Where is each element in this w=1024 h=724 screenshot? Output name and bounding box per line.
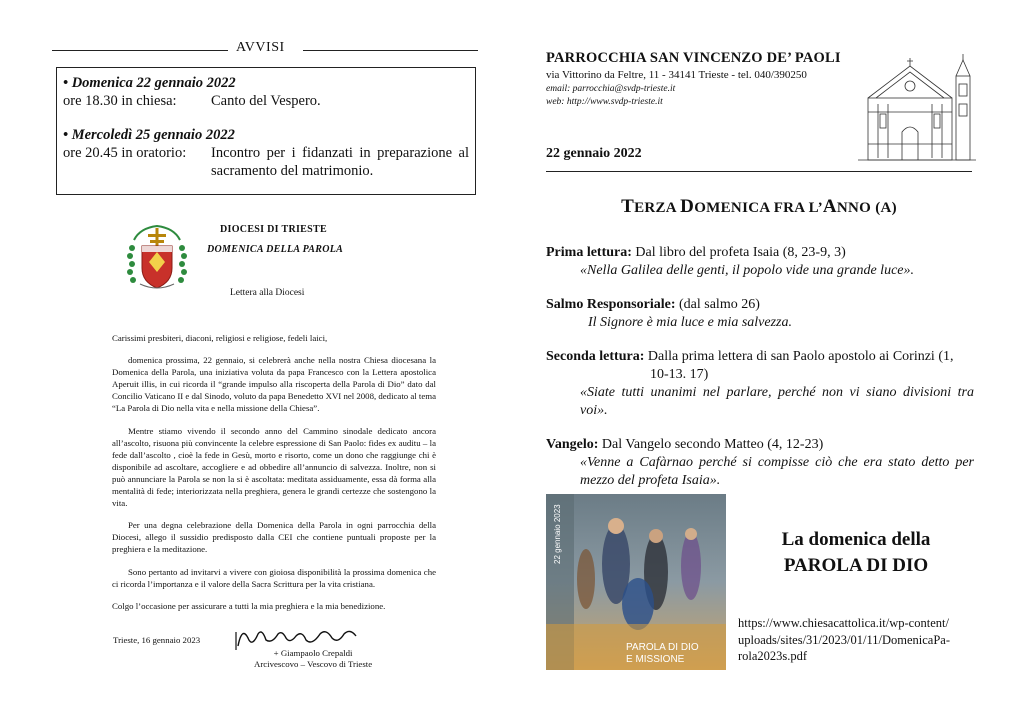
issue-date: 22 gennaio 2022: [546, 146, 642, 161]
promo-url-line: uploads/sites/31/2023/01/11/DomenicaPa-: [738, 632, 951, 647]
letter-paragraph: Mentre stiamo vivendo il secondo anno del Cammino sinodale dedicato ancora all’ascolto, risuona più convincente la celebre espressione di San Paolo: fides ex auditu – la fede dall’ascolto , cioè la fede in Gesù, morto e risorto, come un dono che raggiunge chi è disponibile ad ascoltare, accogliere e ad obbedire all’annuncio di salvezza. Inoltre, non si può annunciare la Parola se non la si è ascoltata: meditata assiduamente, essa dà forma alla mentalità di fede; interiorizzata nella preghiera, genera le grandi certezze che sostengono la vita.: [112, 425, 436, 509]
avvisi-rule-right: [303, 50, 478, 51]
reading-source: Dal libro del profeta Isaia (8, 23-9, 3): [631, 245, 846, 260]
letter-signer: + Giampaolo Crepaldi: [273, 648, 353, 658]
event-time: ore 18.30 in chiesa:: [63, 93, 177, 109]
letter-diocese: DIOCESI DI TRIESTE: [220, 224, 327, 235]
reading-label: Seconda lettura:: [546, 349, 645, 364]
reading-gospel: [546, 436, 974, 490]
reading-source: Dalla prima lettera di san Paolo apostolo ai Corinzi (1,: [644, 349, 954, 364]
reading-quote: Il Signore è mia luce e mia salvezza.: [588, 315, 792, 330]
cover-vertical-text: 22 gennaio 2023: [553, 504, 562, 564]
event-description: Canto del Vespero.: [211, 93, 321, 109]
promo-title-line1: La domenica della: [781, 529, 931, 550]
letter-paragraph: Colgo l’occasione per assicurare a tutti la mia preghiera e la mia benedizione.: [112, 600, 386, 611]
promo-title-line2: PAROLA DI DIO: [783, 555, 929, 576]
letter-signer-role: Arcivescovo – Vescovo di Trieste: [254, 659, 373, 669]
letter-paragraph: domenica prossima, 22 gennaio, si celebrerà anche nella nostra Chiesa diocesana la Domenica della Parola, una iniziativa voluta da papa Francesco con la Lettera apostolica Aperuit illis, in cui ricorda il “grande impulso alla riscoperta della Parola di Dio” dato dal Concilio Vaticano II e dal Sinodo, voluto da papa Benedetto XVI nel 2008, dedicato al tema “La Parola di Dio nella vita e nella missione della Chiesa”.: [112, 355, 437, 414]
reading-source: Dal Vangelo secondo Matteo (4, 12-23): [598, 437, 824, 452]
parish-email: email: parrocchia@svdp-trieste.it: [546, 84, 676, 94]
parish-name: PARROCCHIA SAN VINCENZO DE’ PAOLI: [546, 50, 841, 66]
reading-label: Vangelo:: [546, 437, 599, 452]
church-drawing-icon: [858, 54, 976, 164]
event-time: ore 20.45 in oratorio:: [63, 145, 187, 161]
reading-quote: «Siate tutti unanimi nel parlare, perché non vi siano divisioni tra voi».: [580, 385, 974, 418]
promo-url[interactable]: [738, 615, 970, 665]
event-row: [63, 92, 469, 110]
parish-address: via Vittorino da Feltre, 11 - 34141 Trieste - tel. 040/390250: [546, 69, 807, 81]
reading-label: Prima lettura:: [546, 245, 632, 260]
event-row: [63, 144, 469, 180]
avvisi-title: AVVISI: [236, 40, 285, 55]
letter-place-date: Trieste, 16 gennaio 2023: [113, 635, 201, 645]
letter-greeting: Carissimi presbiteri, diaconi, religiosi e religiose, fedeli laici,: [112, 333, 328, 343]
booklet-cover-image: [546, 494, 726, 670]
episcopal-crest-icon: [126, 222, 188, 294]
promo-url-line: https://www.chiesacattolica.it/wp-content/: [738, 616, 949, 630]
event-description: Incontro per i fidanzati in preparazione al sacramento del matrimonio.: [211, 145, 469, 179]
letter-body: [112, 332, 436, 622]
reading-quote: «Nella Galilea delle genti, il popolo vide una grande luce».: [580, 263, 914, 278]
avvisi-box: [56, 67, 476, 195]
event-heading: • Mercoledì 25 gennaio 2022: [63, 127, 235, 143]
letter-paragraph: Sono pertanto ad invitarvi a vivere con gioiosa disponibilità la prossima domenica che ci ricorda l’importanza e il valore della Sacra Scrittura per la vita cristiana.: [112, 566, 436, 589]
reading-source-cont: 10-13. 17): [650, 367, 709, 382]
letter-signature-block: [254, 648, 372, 670]
sunday-title: TERZA DOMENICA FRA L’ANNO (A): [621, 196, 897, 217]
reading-second: [546, 348, 974, 420]
cover-title-line2: E MISSIONE: [626, 654, 685, 665]
letter-paragraph: Per una degna celebrazione della Domenica della Parola in ogni parrocchia della Diocesi, allego il sussidio predisposto dalla CEI che contiene puntuali proposte per la preghiera e la meditazione.: [112, 520, 436, 555]
header-rule: [546, 171, 972, 172]
promo-url-line: rola2023s.pdf: [738, 649, 808, 663]
avvisi-rule-left: [52, 50, 228, 51]
event-heading: • Domenica 22 gennaio 2022: [63, 75, 236, 91]
promo-title: [740, 527, 972, 579]
letter-heading: Lettera alla Diocesi: [230, 288, 305, 298]
parish-web: web: http://www.svdp-trieste.it: [546, 97, 663, 107]
reading-label: Salmo Responsoriale:: [546, 297, 676, 312]
reading-quote: «Venne a Cafàrnao perché si compisse ciò che era stato detto per mezzo del profeta Isaia».: [580, 455, 974, 488]
reading-source: (dal salmo 26): [675, 297, 760, 312]
cover-title-line1: PAROLA DI DIO: [626, 642, 699, 653]
letter-subtitle: DOMENICA DELLA PAROLA: [207, 244, 344, 255]
reading-psalm: [546, 296, 974, 332]
reading-first: [546, 244, 974, 280]
